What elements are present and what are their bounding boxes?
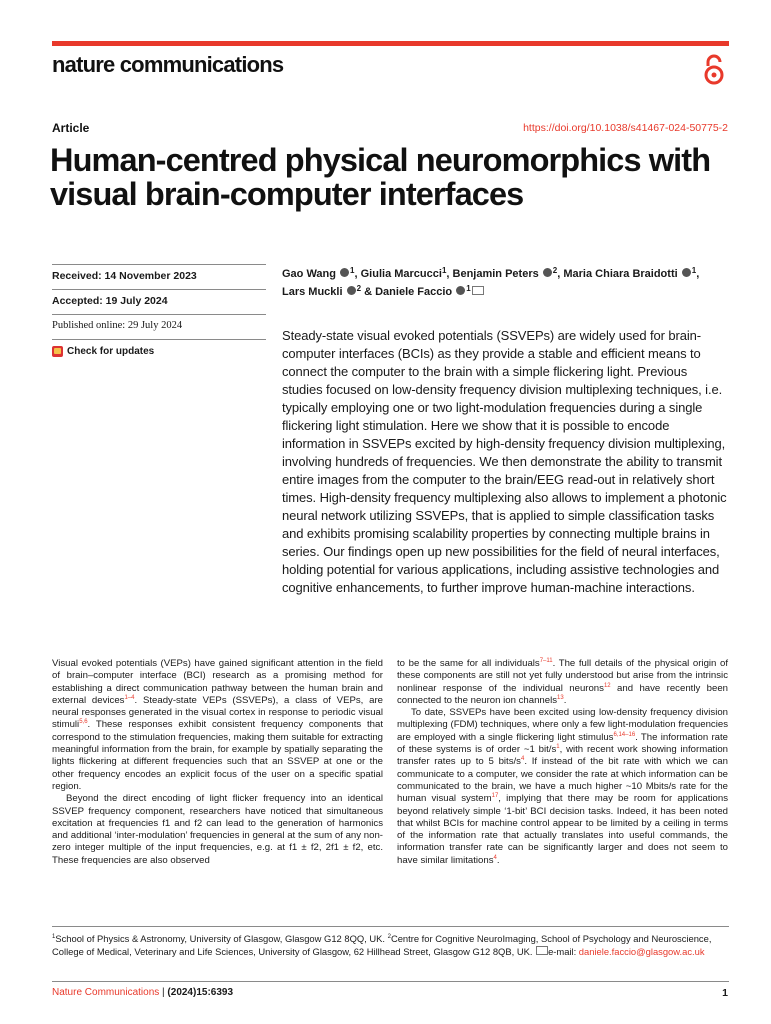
body-column-2 <box>397 658 728 867</box>
article-dates <box>52 264 266 357</box>
envelope-icon <box>536 946 548 955</box>
body-text: , implying that there may be room for applications beyond relatively simple ‘1-bit’ BCI decision tasks. Indeed, it has been noted that whilst BCIs for machine control appear to be limited by a ceiling in terms of the information rate that actually translates into useful commands, the information transfer rate can be significantly larger and does not seem to have similar limitations <box>397 793 728 866</box>
citation-ref[interactable]: 1 <box>556 744 560 751</box>
abstract: Steady-state visual evoked potentials (SSVEPs) are widely used for brain-computer interfaces (BCIs) as they provide a stable and efficient means to connect the computer to the brain with a simple flickering light. Previous studies focused on low-density frequency division multiplexing techniques, i.e. typically employing one or two light-modulation frequencies during a single flickering light stimulation. Here we show that it is possible to encode information in SSVEPs excited by high-density frequency division multiplexing, involving hundreds of frequencies. We then demonstrate the ability to transmit entire images from the computer to the brain/EEG read-out in relatively short times. High-density frequency multiplexing also allows to implement a photonic neural network utilizing SSVEPs, that is applied to simple classification tasks and exhibits promising scalability properties by connecting multiple brains in series. Our findings open up new possibilities for the field of neural interfaces, holding potential for various applications, including assistive technologies and cognitive enhancements, to further improve human-machine interactions. <box>282 328 727 595</box>
header-accent-bar <box>52 41 729 46</box>
body-text: , with recent work showing information transfer rates up to 5 bits/s <box>397 744 728 768</box>
footer-divider <box>52 981 729 982</box>
article-type: Article <box>52 121 90 135</box>
orcid-icon[interactable] <box>456 286 465 295</box>
crossmark-icon <box>52 346 63 357</box>
citation-ref[interactable]: 12 <box>603 682 611 689</box>
author-affiliation-number: 2 <box>552 266 558 275</box>
body-text: Visual evoked potentials (VEPs) have gained significant attention in the field of brain–computer interface (BCI) research as a promising method for establishing a direct communication pathway between the human brain and external devices <box>52 658 383 706</box>
author-name[interactable]: Gao Wang <box>282 268 336 280</box>
citation-ref[interactable]: 4 <box>520 756 525 763</box>
author-affiliation-number: 1 <box>691 266 697 275</box>
body-paragraph <box>52 658 383 793</box>
citation-ref[interactable]: 1–4 <box>124 694 135 701</box>
author-separator: & <box>361 286 376 298</box>
affiliation-number: 1 <box>52 934 56 940</box>
body-text: . These responses exhibit consistent frequency components that correspond to the stimulation frequencies, making them suitable for extracting meaningful information from the brain, for example by spatially separating the lights flickering at different frequencies such that an SSVEP at one or the other frequency encodes an explicit focus of the user on a specific spatial region. <box>52 719 383 792</box>
affiliation-divider <box>52 926 729 927</box>
author-name[interactable]: Daniele Faccio <box>375 286 453 298</box>
orcid-icon[interactable] <box>340 268 349 277</box>
footer-volume: (2024)15:6393 <box>167 987 234 998</box>
body-text: . The full details of the physical origin of these components are still not yet fully understood but arise from the intrinsic nonlinear response of the individual neurons <box>397 658 728 694</box>
affiliation-text: School of Physics & Astronomy, University of Glasgow, Glasgow G12 8QQ, UK. <box>55 933 388 944</box>
author-name[interactable]: Lars Muckli <box>282 286 343 298</box>
footer-separator: | <box>159 987 168 998</box>
open-access-icon[interactable] <box>701 54 727 86</box>
author-separator: , <box>557 268 564 280</box>
citation-ref[interactable]: 6,14–16 <box>613 731 636 738</box>
body-text: . <box>563 694 567 706</box>
orcid-icon[interactable] <box>543 268 552 277</box>
received-date: Received: 14 November 2023 <box>52 264 266 289</box>
orcid-icon[interactable] <box>347 286 356 295</box>
body-text: . The information rate of these systems is of order ~1 bit/s <box>397 731 728 756</box>
body-text: . <box>496 854 500 866</box>
envelope-icon[interactable] <box>472 286 484 295</box>
citation-ref[interactable]: 17 <box>491 793 499 800</box>
orcid-icon[interactable] <box>682 268 691 277</box>
email-label: e-mail: <box>548 946 579 957</box>
author-name[interactable]: Giulia Marcucci <box>360 268 442 280</box>
journal-name: nature communications <box>52 52 284 77</box>
doi-link[interactable]: https://doi.org/10.1038/s41467-024-50775-2 <box>523 122 728 134</box>
affiliations <box>52 932 732 958</box>
affiliation-text: Centre for Cognitive NeuroImaging, School of Psychology and Neuroscience, College of Medical, Veterinary and Life Sciences, University of Glasgow, 62 Hillhead Street, Glasgow G12 8QB, UK. <box>52 933 712 957</box>
body-column-1 <box>52 658 383 867</box>
check-for-updates-button[interactable] <box>52 339 266 357</box>
author-affiliation-number: 2 <box>356 284 362 293</box>
citation-ref[interactable]: 4 <box>493 854 497 861</box>
author-affiliation-number: 1 <box>441 266 447 275</box>
body-paragraph <box>397 707 728 867</box>
page-number: 1 <box>722 987 728 999</box>
author-list <box>282 265 732 301</box>
accepted-date: Accepted: 19 July 2024 <box>52 289 266 314</box>
body-paragraph <box>397 658 728 707</box>
footer-journal[interactable]: Nature Communications <box>52 987 160 998</box>
body-text: . Steady-state VEPs (SSVEPs), a class of VEPs, are neural responses generated in the visual cortex in response to periodic visual stimuli <box>52 694 383 731</box>
check-for-updates-label: Check for updates <box>67 346 155 357</box>
email-link[interactable]: daniele.faccio@glasgow.ac.uk <box>578 946 705 957</box>
published-date: Published online: 29 July 2024 <box>52 314 266 339</box>
body-text: and have recently been connected to the neuron ion channels <box>397 682 728 706</box>
article-title: Human-centred physical neuromorphics with visual brain-computer interfaces <box>50 142 711 212</box>
citation-ref[interactable]: 13 <box>557 694 564 701</box>
author-affiliation-number: 1 <box>350 266 355 275</box>
citation-ref[interactable]: 7–11 <box>539 658 553 664</box>
author-separator: , <box>354 268 361 280</box>
affiliation-number: 2 <box>387 934 391 940</box>
author-name[interactable]: Maria Chiara Braidotti <box>563 268 678 280</box>
body-text: to be the same for all individuals <box>397 658 540 669</box>
body-text: To date, SSVEPs have been excited using low-density frequency division multiplexing (FDM) techniques, where only a few light-modulation frequencies are employed with a single flickering light stimulus <box>397 707 728 743</box>
author-affiliation-number: 1 <box>466 284 471 293</box>
author-name[interactable]: Benjamin Peters <box>452 268 539 280</box>
footer-citation <box>52 987 233 998</box>
author-separator: , <box>696 268 700 280</box>
citation-ref[interactable]: 5,6 <box>79 719 88 726</box>
author-separator: , <box>446 268 453 280</box>
body-text: . If instead of the bit rate with which we can communicate to a computer, we consider the rate at which information can be communicated to the brain, we have a much higher ~10 Mbits/s rate for the human visual system <box>397 756 728 805</box>
body-paragraph: Beyond the direct encoding of light flicker frequency into an identical SSVEP frequency component, researchers have noticed that simultaneous excitation at frequencies f1 and f2 can lead to the generation of harmonics and additional ‘inter-modulation’ frequencies in general at the sum of any non-zero integer multiple of the input frequencies, e.g. at f1 ± f2, 2f1 ± f2, etc. These frequencies are also observed <box>52 793 383 866</box>
